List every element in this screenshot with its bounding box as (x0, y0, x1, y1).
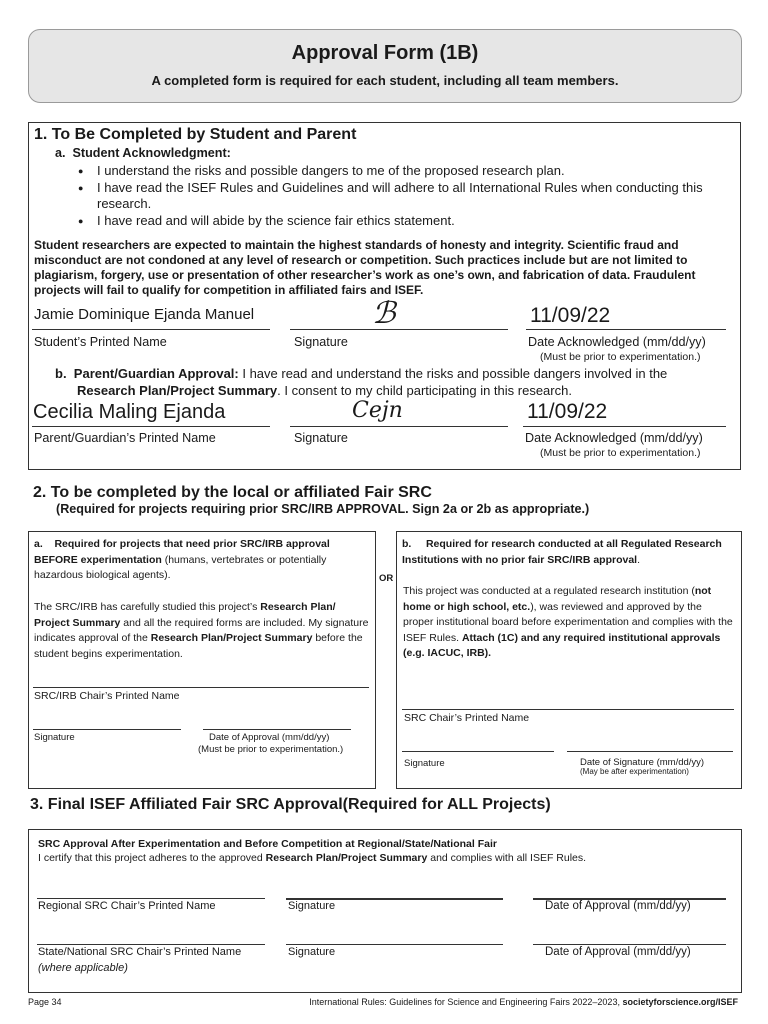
section-2-subheading: (Required for projects requiring prior SRC/IRB APPROVAL. Sign 2a or 2b as appropriate.) (56, 502, 590, 516)
parent-name-label: Parent/Guardian’s Printed Name (34, 431, 216, 445)
ack-label: a. Student Acknowledgment: (55, 146, 231, 160)
irb-date-note: (Must be prior to experimentation.) (198, 744, 344, 755)
parent-signature-line (290, 426, 508, 427)
parent-date-value[interactable]: 11/09/22 (527, 400, 608, 423)
state-signature-label: Signature (288, 946, 336, 958)
section-2a-body: The SRC/IRB has carefully studied this project’s Research Plan/ Project Summary and all the required forms are included. My signature indicates approval of the Research Plan/Project Summary before the student begins experimentation. (34, 601, 369, 660)
section-2a-title: a. Required for projects that need prior SRC/IRB approval BEFORE experimentation (humans, vertebrates or potentially hazardous biological agents). (34, 538, 330, 581)
parent-date-line (523, 426, 726, 427)
parent-name-value[interactable]: Cecilia Maling Ejanda (33, 401, 226, 423)
parent-approval-text: b. Parent/Guardian Approval: I have read and understand the risks and possible dangers involved in the Research Plan/Project Summary. I consent to my child participating in this research. (55, 366, 668, 398)
student-date-line (526, 329, 726, 330)
ack-bullet: ● I have read the ISEF Rules and Guidelines and will adhere to all International Rules when conducting this research. (75, 180, 715, 213)
where-applicable-note: (where applicable) (38, 962, 128, 974)
irb-signature-line (33, 729, 181, 730)
parent-signature-mark[interactable]: Cejn (352, 398, 403, 423)
src-chair-line (402, 709, 734, 710)
parent-date-label: Date Acknowledged (mm/dd/yy) (525, 431, 703, 445)
or-label: OR (379, 573, 394, 584)
student-date-label: Date Acknowledged (mm/dd/yy) (528, 335, 706, 349)
ack-bullet: ● I understand the risks and possible dangers to me of the proposed research plan. (75, 163, 715, 180)
src-date-label: Date of Signature (mm/dd/yy) (580, 757, 705, 768)
student-name-line (32, 329, 270, 330)
state-date-line (533, 944, 726, 945)
footer-source: International Rules: Guidelines for Science and Engineering Fairs 2022–2023, societyforscience.org/ISEF (309, 997, 738, 1007)
regional-signature-label: Signature (288, 900, 336, 912)
src-date-line (567, 751, 733, 752)
student-signature-line (290, 329, 508, 330)
parent-name-line (32, 426, 270, 427)
state-chair-line (37, 944, 265, 945)
src-signature-line (402, 751, 554, 752)
irb-signature-label: Signature (34, 732, 75, 743)
state-signature-line (286, 944, 503, 945)
section-3-heading: 3. Final ISEF Affiliated Fair SRC Approval(Required for ALL Projects) (30, 796, 551, 813)
regional-date-label: Date of Approval (mm/dd/yy) (545, 900, 691, 912)
regional-chair-line (37, 898, 265, 899)
irb-chair-line (33, 687, 369, 688)
irb-date-line (203, 729, 351, 730)
section-2b-body: This project was conducted at a regulated research institution (not home or high school, etc.), was reviewed and approved by the proper institutional board before experimentation and complies with the ISEF Rules. Attach (1C) and any required institutional approvals (e.g. IACUC, IRB). (403, 585, 733, 659)
regional-chair-label: Regional SRC Chair’s Printed Name (38, 900, 216, 912)
src-date-note: (May be after experimentation) (580, 767, 689, 776)
student-signature-label: Signature (294, 335, 348, 349)
integrity-statement: Student researchers are expected to maintain the highest standards of honesty and integrity. Scientific fraud and misconduct are not condoned at any level of research or competition. Such practices include but are not limited to plagiarism, forgery, use or presentation of other researcher’s work as one’s own, and fabrication of data. Fraudulent projects will fail to qualify for competition in affiliated fairs and ISEF. (34, 238, 696, 297)
state-date-label: Date of Approval (mm/dd/yy) (545, 946, 691, 958)
student-name-value[interactable]: Jamie Dominique Ejanda Manuel (34, 306, 255, 323)
src-signature-label: Signature (404, 758, 445, 769)
student-name-label: Student’s Printed Name (34, 335, 167, 349)
section-3-certify: I certify that this project adheres to the approved Research Plan/Project Summary and complies with all ISEF Rules. (38, 852, 587, 864)
footer-url[interactable]: societyforscience.org/ISEF (622, 997, 738, 1007)
form-title: Approval Form (1B) (291, 42, 479, 64)
parent-signature-label: Signature (294, 431, 348, 445)
student-signature-mark[interactable]: ℬ (372, 296, 396, 331)
state-chair-label: State/National SRC Chair’s Printed Name (38, 946, 242, 958)
student-date-value[interactable]: 11/09/22 (530, 304, 611, 327)
src-chair-label: SRC Chair’s Printed Name (404, 712, 530, 724)
section-1-heading: 1. To Be Completed by Student and Parent (34, 126, 357, 143)
section-3-box-title: SRC Approval After Experimentation and Before Competition at Regional/State/National Fair (38, 838, 497, 850)
ack-bullet: ● I have read and will abide by the science fair ethics statement. (75, 213, 715, 230)
page-number: Page 34 (28, 997, 62, 1007)
student-date-note: (Must be prior to experimentation.) (540, 351, 701, 363)
ack-bullets (75, 163, 715, 229)
form-header (28, 29, 742, 103)
section-2b-title: b. Required for research conducted at all Regulated Research Institutions with no prior fair SRC/IRB approval. (402, 538, 722, 566)
irb-chair-label: SRC/IRB Chair’s Printed Name (34, 690, 180, 702)
form-subtitle: A completed form is required for each student, including all team members. (151, 73, 619, 88)
irb-date-label: Date of Approval (mm/dd/yy) (209, 732, 330, 743)
section-2-heading: 2. To be completed by the local or affiliated Fair SRC (33, 484, 432, 501)
parent-date-note: (Must be prior to experimentation.) (540, 447, 701, 459)
